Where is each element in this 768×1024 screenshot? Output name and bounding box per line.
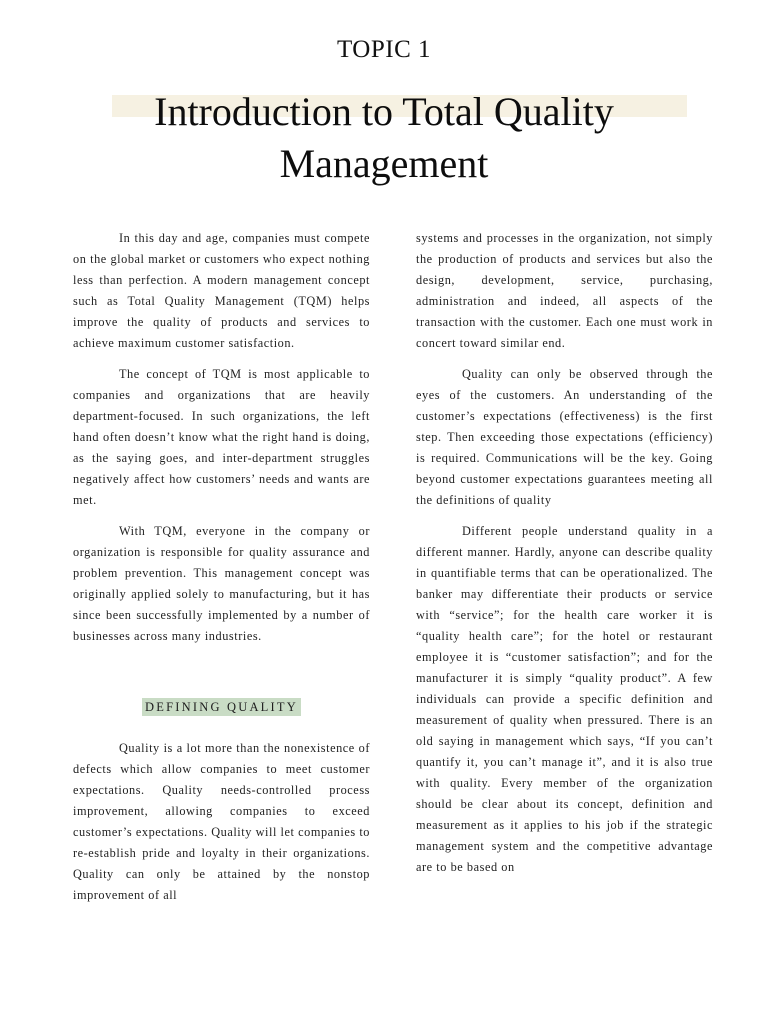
section-heading-wrap [73,697,370,718]
page-title-line-2: Management [279,141,489,186]
right-paragraph-3: Different people understand quality in a different manner. Hardly, anyone can describe quality in quantifiable terms that can be operationalized. The banker may differentiate their products or service with “service”; for the health care worker it is “quality health care”; for the hotel or restaurant employee it is “customer satisfaction”; and for the manufacturer it is simply “quality product”. A few individuals can provide a specific definition and measurement of quality when pressured. There is an old saying in management which says, “If you can’t quantify it, you can’t manage it”, and it is also true with quality. Every member of the organization should be clear about its concept, definition and measurement as it applies to his job if the strategic management system and the competitive advantage are to be based on [416,524,713,874]
left-paragraph-3: With TQM, everyone in the company or organization is responsible for quality assurance and problem prevention. This management concept was originally applied solely to manufacturing, but it has since been successfully implemented by a number of businesses across many industries. [73,524,370,643]
right-paragraph-1: systems and processes in the organization, not simply the production of products and services but also the design, development, service, purchasing, administration and indeed, all aspects of the transaction with the customer. Each one must work in concert toward similar end. [416,231,713,350]
left-paragraph-1: In this day and age, companies must compete on the global market or customers who expect nothing less than perfection. A modern management concept such as Total Quality Management (TQM) helps improve the quality of products and services to achieve maximum customer satisfaction. [73,231,370,350]
right-column [416,228,713,888]
topic-label: TOPIC 1 [336,36,432,63]
page-title-line-1: Introduction to Total Quality [154,89,614,134]
left-column [73,228,370,916]
page-title [0,86,768,190]
right-paragraph-2: Quality can only be observed through the eyes of the customers. An understanding of the customer’s expectations (effectiveness) is the first step. Then exceeding those expectations (efficiency) is required. Communications will be the key. Going beyond customer expectations guarantees meeting all the definitions of quality [416,367,713,507]
section-heading-defining-quality: DEFINING QUALITY [142,698,301,716]
left-paragraph-2: The concept of TQM is most applicable to companies and organizations that are heavily department-focused. In such organizations, the left hand often doesn’t know what the right hand is doing, as the saying goes, and inter-department struggles negatively affect how customers’ needs and wants are met. [73,367,370,507]
left-paragraph-4: Quality is a lot more than the nonexistence of defects which allow companies to meet customer expectations. Quality needs-controlled process improvement, allowing companies to exceed customer’s expectations. Quality will let companies to re-establish pride and loyalty in their organizations. Quality can only be attained by the nonstop improvement of all [73,741,370,902]
